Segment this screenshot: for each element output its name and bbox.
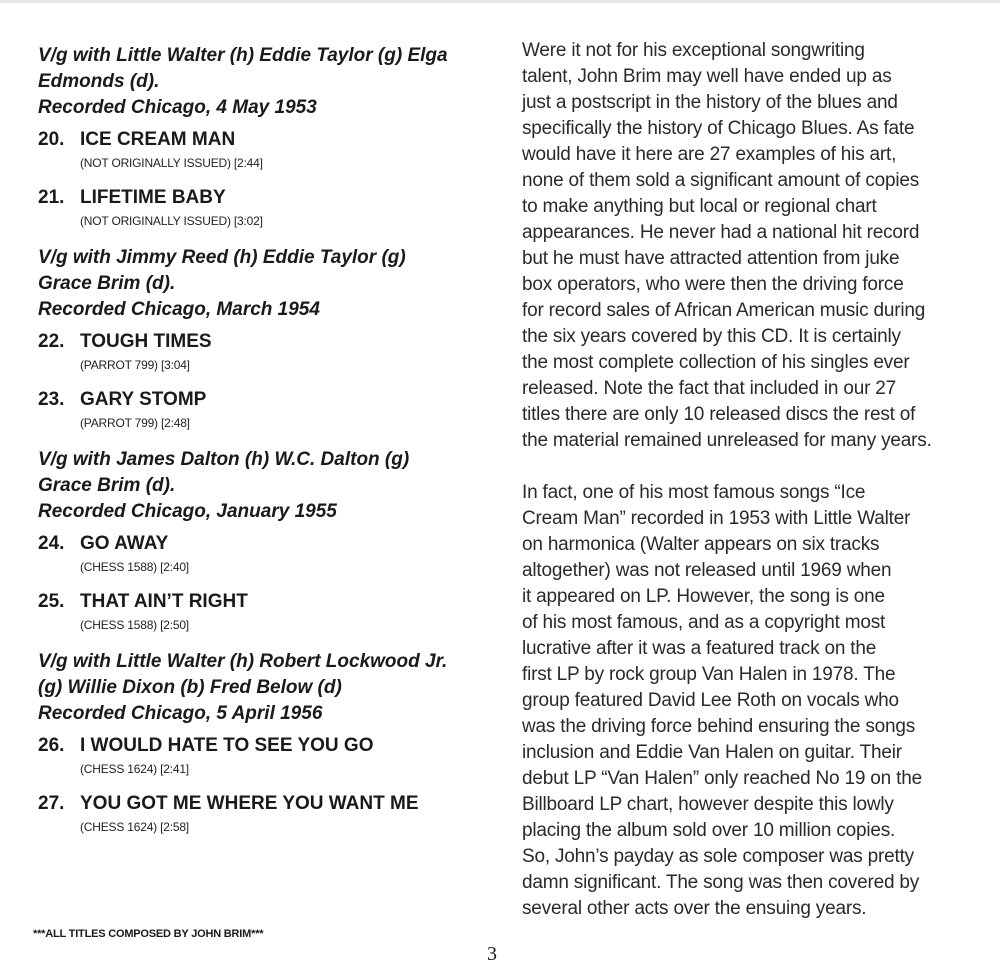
track-info: (NOT ORIGINALLY ISSUED) [3:02] [80,214,263,228]
session-group [38,43,478,231]
text-line: altogether) was not released until 1969 when [522,560,892,581]
track-item [38,329,478,375]
text-line: titles there are only 10 released discs the rest of [522,404,916,425]
track-title: ICE CREAM MAN [80,129,236,150]
track-info: (CHESS 1624) [2:58] [80,820,189,834]
session-line: Recorded Chicago, March 1954 [38,299,320,320]
liner-notes [522,38,984,922]
session-line: V/g with James Dalton (h) W.C. Dalton (g) [38,449,410,470]
text-line: the most complete collection of his singles ever [522,352,910,373]
track-info: (CHESS 1588) [2:40] [80,560,189,574]
paragraph [522,480,984,922]
session-line: Edmonds (d). [38,71,160,92]
text-line: just a postscript in the history of the blues and [522,92,898,113]
text-line: released. Note the fact that included in our 27 [522,378,897,399]
track-info: (CHESS 1588) [2:50] [80,618,189,632]
paragraph [522,38,984,454]
text-line: damn significant. The song was then covered by [522,872,920,893]
text-line: none of them sold a significant amount of copies [522,170,920,191]
text-line: talent, John Brim may well have ended up as [522,66,892,87]
text-line: to make anything but local or regional chart [522,196,877,217]
session-line: Recorded Chicago, 4 May 1953 [38,97,317,118]
track-info: (CHESS 1624) [2:41] [80,762,189,776]
track-item [38,791,478,837]
session-line: (g) Willie Dixon (b) Fred Below (d) [38,677,342,698]
track-title: THAT AIN’T RIGHT [80,591,248,612]
text-line: lucrative after it was a featured track on the [522,638,877,659]
text-line: but he must have attracted attention from juke [522,248,900,269]
text-line: for record sales of African American music during [522,300,926,321]
track-number: 21. [38,187,65,208]
session-line: Recorded Chicago, 5 April 1956 [38,703,323,724]
track-number: 22. [38,331,65,352]
track-item [38,733,478,779]
page-top-edge [0,0,1000,3]
track-title: YOU GOT ME WHERE YOU WANT ME [80,793,419,814]
session-line: Grace Brim (d). [38,273,176,294]
track-item [38,589,478,635]
track-title: TOUGH TIMES [80,331,212,352]
track-title: GO AWAY [80,533,169,554]
track-number: 24. [38,533,65,554]
track-item [38,127,478,173]
text-line: specifically the history of Chicago Blues. As fate [522,118,915,139]
text-line: was the driving force behind ensuring the songs [522,716,916,737]
session-line: V/g with Little Walter (h) Robert Lockwood Jr. [38,651,448,672]
text-line: inclusion and Eddie Van Halen on guitar. Their [522,742,902,763]
session-line: Grace Brim (d). [38,475,176,496]
text-line: Billboard LP chart, however despite this lowly [522,794,894,815]
text-line: on harmonica (Walter appears on six tracks [522,534,880,555]
text-line: of his most famous, and as a copyright most [522,612,886,633]
session-line: V/g with Jimmy Reed (h) Eddie Taylor (g) [38,247,406,268]
text-line: In fact, one of his most famous songs “Ice [522,482,866,503]
text-line: placing the album sold over 10 million copies. [522,820,896,841]
tracklist-column [38,43,478,851]
track-number: 27. [38,793,65,814]
track-info: (PARROT 799) [2:48] [80,416,190,430]
track-item [38,185,478,231]
track-title: LIFETIME BABY [80,187,226,208]
track-info: (PARROT 799) [3:04] [80,358,190,372]
text-line: it appeared on LP. However, the song is one [522,586,885,607]
track-title: GARY STOMP [80,389,207,410]
track-info: (NOT ORIGINALLY ISSUED) [2:44] [80,156,263,170]
text-line: the material remained unreleased for many years. [522,430,932,451]
text-line: appearances. He never had a national hit record [522,222,920,243]
session-group [38,649,478,837]
text-line: Cream Man” recorded in 1953 with Little Walter [522,508,911,529]
track-item [38,531,478,577]
track-number: 25. [38,591,65,612]
session-group [38,447,478,635]
text-line: So, John’s payday as sole composer was pretty [522,846,914,867]
text-line: the six years covered by this CD. It is certainly [522,326,901,347]
session-line: Recorded Chicago, January 1955 [38,501,337,522]
text-line: several other acts over the ensuing years. [522,898,867,919]
text-line: first LP by rock group Van Halen in 1978. The [522,664,896,685]
composer-credit: ***ALL TITLES COMPOSED BY JOHN BRIM*** [33,928,264,940]
track-number: 20. [38,129,65,150]
track-number: 23. [38,389,65,410]
track-number: 26. [38,735,65,756]
text-line: box operators, who were then the driving force [522,274,904,295]
text-line: debut LP “Van Halen” only reached No 19 on the [522,768,922,789]
session-group [38,245,478,433]
track-title: I WOULD HATE TO SEE YOU GO [80,735,374,756]
text-line: would have it here are 27 examples of his art, [522,144,897,165]
page-number: 3 [487,943,497,965]
text-line: Were it not for his exceptional songwriting [522,40,865,61]
track-item [38,387,478,433]
text-line: group featured David Lee Roth on vocals who [522,690,899,711]
session-line: V/g with Little Walter (h) Eddie Taylor (g) Elga [38,45,448,66]
